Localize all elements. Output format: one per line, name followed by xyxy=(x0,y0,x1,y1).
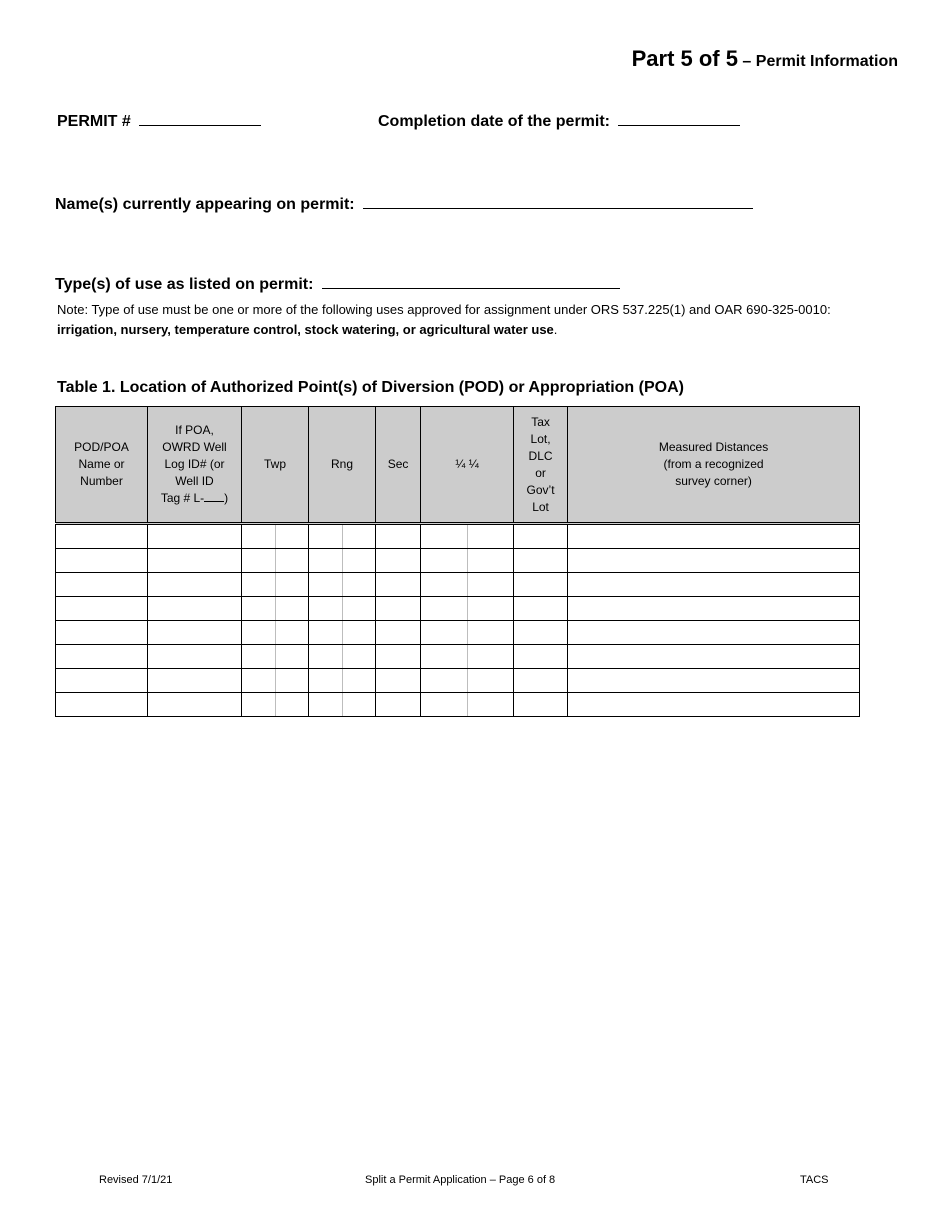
distances-cell[interactable] xyxy=(568,645,860,669)
note-period: . xyxy=(553,322,558,337)
rng-cell-b[interactable] xyxy=(343,549,376,573)
rng-cell-b[interactable] xyxy=(343,524,376,549)
header-distances-line1: Measured Distances xyxy=(658,440,769,454)
distances-cell[interactable] xyxy=(568,669,860,693)
well-cell[interactable] xyxy=(148,693,242,717)
rng-cell-a[interactable] xyxy=(309,549,343,573)
qq-cell-b[interactable] xyxy=(468,549,514,573)
header-pod-line3: Number xyxy=(80,474,123,488)
header-pod-line1: POD/POA xyxy=(74,440,129,454)
twp-cell-b[interactable] xyxy=(276,669,309,693)
qq-cell-a[interactable] xyxy=(421,669,468,693)
distances-cell[interactable] xyxy=(568,597,860,621)
rng-cell-a[interactable] xyxy=(309,573,343,597)
names-label: Name(s) currently appearing on permit: xyxy=(55,196,355,213)
well-cell[interactable] xyxy=(148,669,242,693)
tax-lot-cell[interactable] xyxy=(514,621,568,645)
qq-cell-a[interactable] xyxy=(421,524,468,549)
sec-cell[interactable] xyxy=(376,621,421,645)
rng-cell-a[interactable] xyxy=(309,597,343,621)
pod-cell[interactable] xyxy=(56,693,148,717)
distances-cell[interactable] xyxy=(568,621,860,645)
rng-cell-a[interactable] xyxy=(309,693,343,717)
footer-page: Split a Permit Application – Page 6 of 8 xyxy=(365,1174,556,1186)
twp-cell-a[interactable] xyxy=(242,621,276,645)
rng-cell-b[interactable] xyxy=(343,693,376,717)
tax-lot-cell[interactable] xyxy=(514,669,568,693)
twp-cell-a[interactable] xyxy=(242,597,276,621)
pod-cell[interactable] xyxy=(56,524,148,549)
use-type-label: Type(s) of use as listed on permit: xyxy=(55,276,314,293)
sec-cell[interactable] xyxy=(376,549,421,573)
table-row xyxy=(56,573,860,597)
qq-cell-a[interactable] xyxy=(421,693,468,717)
qq-cell-a[interactable] xyxy=(421,645,468,669)
qq-cell-b[interactable] xyxy=(468,524,514,549)
rng-cell-a[interactable] xyxy=(309,669,343,693)
header-well: If POA, OWRD Well Log ID# (or Well ID Tag # L- ) xyxy=(148,407,242,524)
part-section: – Permit Information xyxy=(742,53,898,70)
qq-cell-b[interactable] xyxy=(468,693,514,717)
location-table xyxy=(55,406,860,717)
use-type-blank[interactable] xyxy=(322,274,620,289)
twp-cell-b[interactable] xyxy=(276,597,309,621)
qq-cell-b[interactable] xyxy=(468,669,514,693)
header-sec: Sec xyxy=(376,407,421,524)
qq-cell-a[interactable] xyxy=(421,597,468,621)
qq-cell-b[interactable] xyxy=(468,573,514,597)
twp-cell-a[interactable] xyxy=(242,549,276,573)
footer-code: TACS xyxy=(800,1174,829,1186)
header-pod-line2: Name or xyxy=(78,457,125,471)
well-tag-blank xyxy=(204,490,224,502)
twp-cell-b[interactable] xyxy=(276,549,309,573)
qq-cell-b[interactable] xyxy=(468,597,514,621)
pod-cell[interactable] xyxy=(56,621,148,645)
permit-number-blank[interactable] xyxy=(139,111,261,126)
header-distances xyxy=(568,407,860,524)
sec-cell[interactable] xyxy=(376,645,421,669)
header-pod xyxy=(56,407,148,524)
header-well-line1: If POA, xyxy=(175,423,214,437)
qq-cell-a[interactable] xyxy=(421,549,468,573)
header-well-line2: OWRD Well xyxy=(162,440,227,454)
names-field xyxy=(55,194,753,214)
distances-cell[interactable] xyxy=(568,549,860,573)
header-rng: Rng xyxy=(309,407,376,524)
distances-cell[interactable] xyxy=(568,573,860,597)
tax-lot-cell[interactable] xyxy=(514,597,568,621)
well-cell[interactable] xyxy=(148,597,242,621)
twp-cell-b[interactable] xyxy=(276,621,309,645)
sec-cell[interactable] xyxy=(376,669,421,693)
completion-date-field xyxy=(378,111,740,131)
tax-lot-cell[interactable] xyxy=(514,693,568,717)
rng-cell-b[interactable] xyxy=(343,645,376,669)
header-taxlot-line6: Lot xyxy=(532,499,549,514)
qq-cell-a[interactable] xyxy=(421,621,468,645)
rng-cell-a[interactable] xyxy=(309,621,343,645)
header-quarter-quarter: ¼ ¼ xyxy=(421,407,514,524)
permit-number-field xyxy=(57,111,261,131)
completion-date-blank[interactable] xyxy=(618,111,740,126)
distances-cell[interactable] xyxy=(568,524,860,549)
sec-cell[interactable] xyxy=(376,693,421,717)
distances-cell[interactable] xyxy=(568,693,860,717)
header-tax-lot xyxy=(514,407,568,524)
twp-cell-b[interactable] xyxy=(276,524,309,549)
well-cell[interactable] xyxy=(148,573,242,597)
rng-cell-b[interactable] xyxy=(343,621,376,645)
twp-cell-a[interactable] xyxy=(242,693,276,717)
header-taxlot-line4: or xyxy=(535,465,546,480)
part-title xyxy=(632,46,898,72)
rng-cell-b[interactable] xyxy=(343,597,376,621)
footer-revised: Revised 7/1/21 xyxy=(99,1174,173,1186)
well-cell[interactable] xyxy=(148,645,242,669)
qq-cell-b[interactable] xyxy=(468,645,514,669)
pod-cell[interactable] xyxy=(56,645,148,669)
header-taxlot-line3: DLC xyxy=(528,448,553,463)
sec-cell[interactable] xyxy=(376,597,421,621)
sec-cell[interactable] xyxy=(376,524,421,549)
twp-cell-a[interactable] xyxy=(242,645,276,669)
well-cell[interactable] xyxy=(148,524,242,549)
well-cell[interactable] xyxy=(148,621,242,645)
table-row xyxy=(56,524,860,549)
tax-lot-cell[interactable] xyxy=(514,645,568,669)
sec-cell[interactable] xyxy=(376,573,421,597)
completion-date-label: Completion date of the permit: xyxy=(378,113,610,130)
table-row xyxy=(56,621,860,645)
names-blank[interactable] xyxy=(363,194,753,209)
twp-cell-b[interactable] xyxy=(276,693,309,717)
table-row xyxy=(56,549,860,573)
pod-cell[interactable] xyxy=(56,549,148,573)
pod-cell[interactable] xyxy=(56,669,148,693)
rng-cell-b[interactable] xyxy=(343,669,376,693)
use-note-text: Note: Type of use must be one or more of the following uses approved for assignment under ORS 537.225(1) and OAR 690-325-0010: xyxy=(57,302,831,317)
twp-cell-b[interactable] xyxy=(276,645,309,669)
tax-lot-cell[interactable] xyxy=(514,573,568,597)
twp-cell-a[interactable] xyxy=(242,669,276,693)
rng-cell-a[interactable] xyxy=(309,524,343,549)
use-note xyxy=(57,300,917,340)
table-header-row xyxy=(56,407,860,524)
rng-cell-b[interactable] xyxy=(343,573,376,597)
twp-cell-a[interactable] xyxy=(242,573,276,597)
qq-cell-b[interactable] xyxy=(468,621,514,645)
header-distances-line3: survey corner) xyxy=(675,474,752,488)
twp-cell-b[interactable] xyxy=(276,573,309,597)
table-row xyxy=(56,693,860,717)
tax-lot-cell[interactable] xyxy=(514,524,568,549)
twp-cell-a[interactable] xyxy=(242,524,276,549)
use-type-field xyxy=(55,274,620,294)
table-row xyxy=(56,645,860,669)
pod-cell[interactable] xyxy=(56,597,148,621)
header-taxlot-line1: Tax xyxy=(531,414,550,429)
table-row xyxy=(56,669,860,693)
header-well-line4: Well ID xyxy=(175,474,214,488)
header-taxlot-line2: Lot, xyxy=(530,431,551,446)
header-taxlot-line5: Gov’t xyxy=(526,482,555,497)
rng-cell-a[interactable] xyxy=(309,645,343,669)
table-title: Table 1. Location of Authorized Point(s) of Diversion (POD) or Appropriation (POA) xyxy=(57,379,684,396)
pod-cell[interactable] xyxy=(56,573,148,597)
header-well-line5: Tag # L- xyxy=(160,491,205,505)
approved-uses: irrigation, nursery, temperature control, stock watering, or agricultural water use xyxy=(57,322,554,337)
qq-cell-a[interactable] xyxy=(421,573,468,597)
header-well-line3: Log ID# (or xyxy=(164,457,225,471)
table-row xyxy=(56,597,860,621)
well-cell[interactable] xyxy=(148,549,242,573)
permit-number-label: PERMIT # xyxy=(57,113,131,130)
header-twp: Twp xyxy=(242,407,309,524)
header-distances-line2: (from a recognized xyxy=(663,457,764,471)
part-number: Part 5 of 5 xyxy=(631,46,738,71)
tax-lot-cell[interactable] xyxy=(514,549,568,573)
